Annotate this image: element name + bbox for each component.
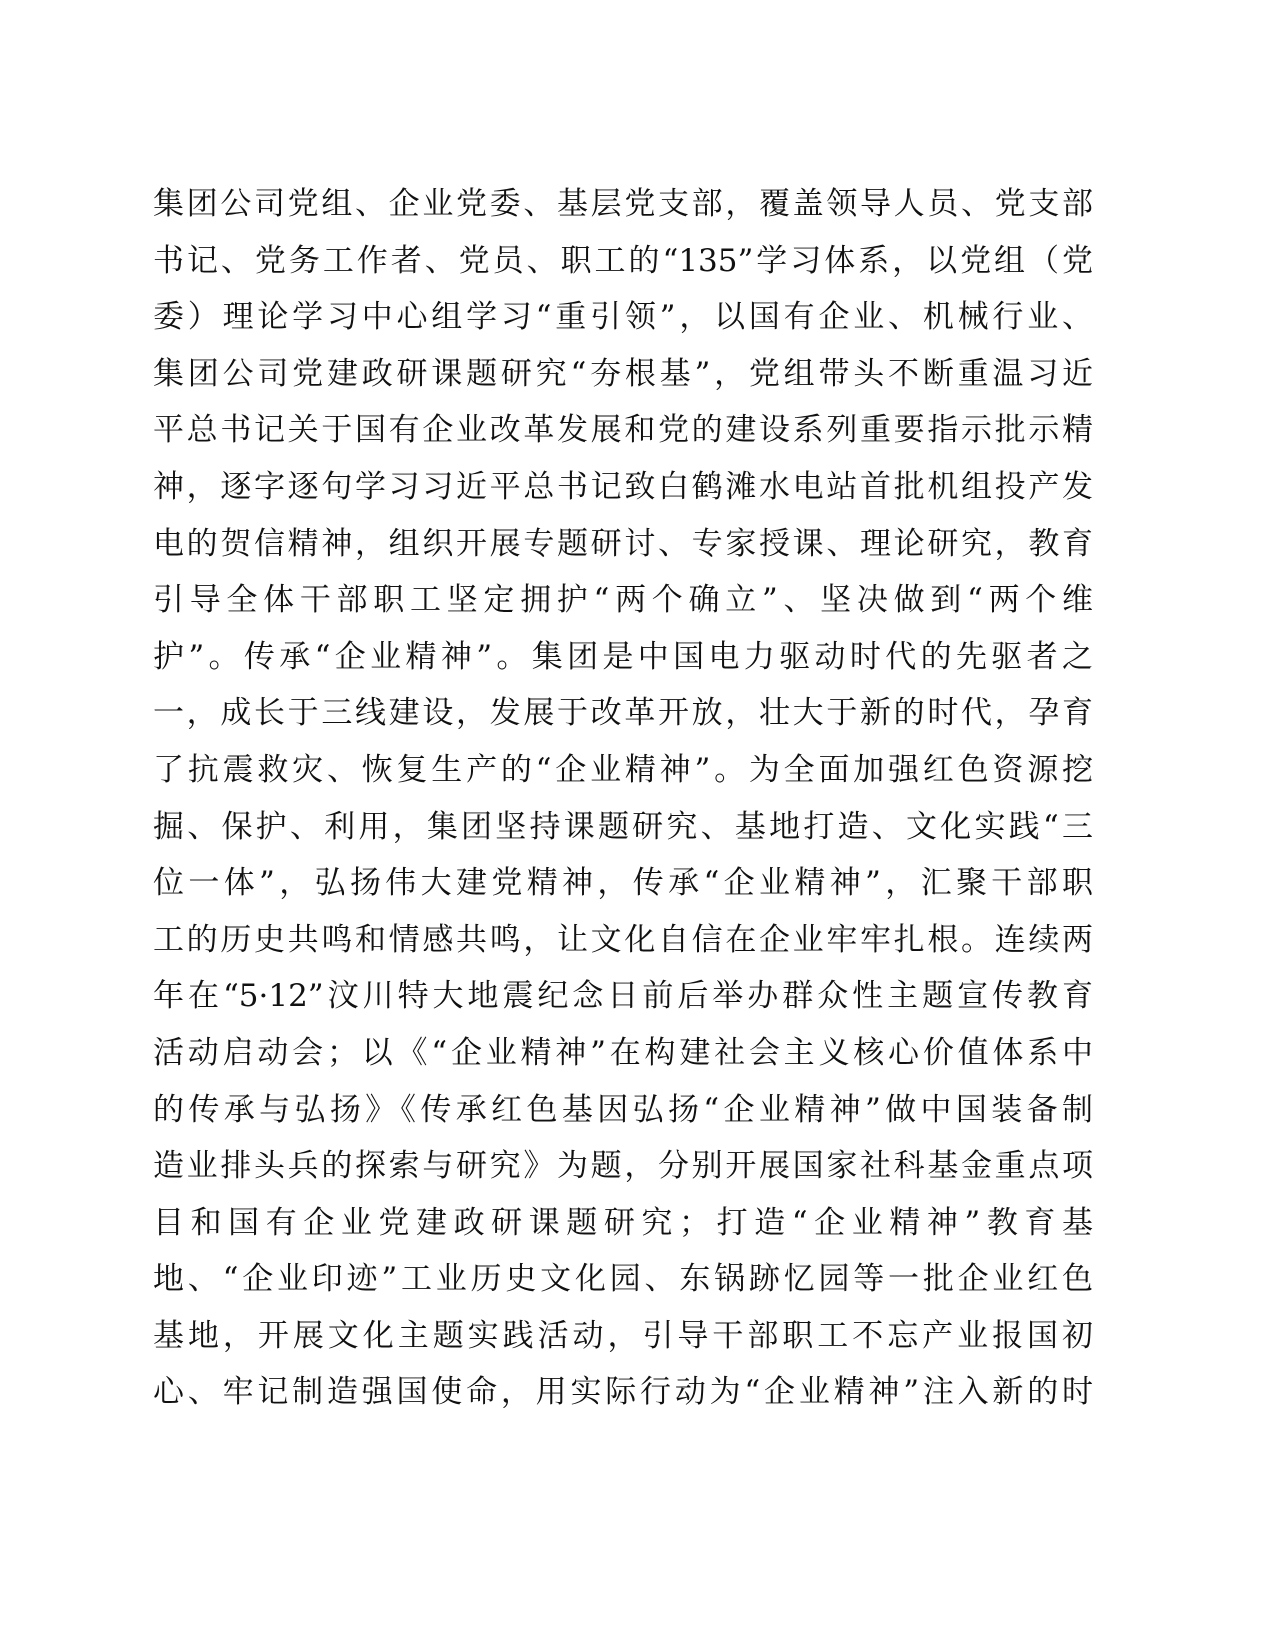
body-paragraph: [153, 176, 1093, 1421]
text-line: 电的贺信精神，组织开展专题研讨、专家授课、理论研究，教育: [153, 525, 1093, 562]
text-line: 工的历史共鸣和情感共鸣，让文化自信在企业牢牢扎根。连续两: [153, 921, 1093, 958]
text-line: 集团公司党组、企业党委、基层党支部，覆盖领导人员、党支部: [153, 186, 1093, 222]
text-line: 平总书记关于国有企业改革发展和党的建设系列重要指示批示精: [153, 412, 1093, 449]
text-line: 护”。传承“企业精神”。集团是中国电力驱动时代的先驱者之: [153, 638, 1093, 675]
text-line: 造业排头兵的探索与研究》为题，分别开展国家社科基金重点项: [153, 1148, 1093, 1185]
text-line: 委）理论学习中心组学习“重引领”，以国有企业、机械行业、: [153, 299, 1093, 336]
text-line: 引导全体干部职工坚定拥护“两个确立”、坚决做到“两个维: [153, 582, 1093, 619]
text-line: 活动启动会；以《“企业精神”在构建社会主义核心价值体系中: [153, 1034, 1093, 1071]
text-line: 年在“5·12”汶川特大地震纪念日前后举办群众性主题宣传教育: [153, 978, 1093, 1015]
text-line: 基地，开展文化主题实践活动，引导干部职工不忘产业报国初: [153, 1317, 1093, 1354]
text-line: 目和国有企业党建政研课题研究；打造“企业精神”教育基: [153, 1204, 1093, 1241]
text-line: 地、“企业印迹”工业历史文化园、东锅跡忆园等一批企业红色: [153, 1261, 1093, 1298]
text-line: 位一体”，弘扬伟大建党精神，传承“企业精神”，汇聚干部职: [153, 865, 1093, 902]
text-line: 神，逐字逐句学习习近平总书记致白鹤滩水电站首批机组投产发: [153, 468, 1093, 505]
text-line: 书记、党务工作者、党员、职工的“135”学习体系，以党组（党: [153, 242, 1093, 279]
text-line: 掘、保护、利用，集团坚持课题研究、基地打造、文化实践“三: [153, 808, 1093, 845]
text-line: 一，成长于三线建设，发展于改革开放，壮大于新的时代，孕育: [153, 695, 1093, 732]
text-line: 了抗震救灾、恢复生产的“企业精神”。为全面加强红色资源挖: [153, 751, 1093, 788]
text-line: 集团公司党建政研课题研究“夯根基”，党组带头不断重温习近: [153, 355, 1093, 392]
text-line: 心、牢记制造强国使命，用实际行动为“企业精神”注入新的时: [153, 1374, 1093, 1411]
text-line: 的传承与弘扬》《传承红色基因弘扬“企业精神”做中国装备制: [153, 1091, 1093, 1128]
